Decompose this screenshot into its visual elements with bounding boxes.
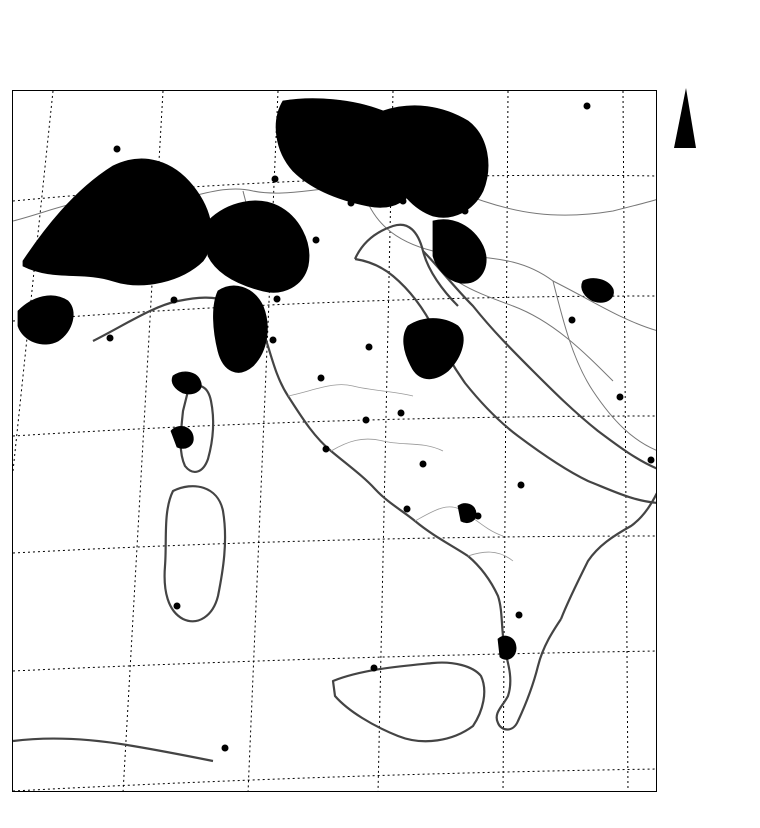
station-dot: [518, 482, 525, 489]
station-dot: [404, 506, 411, 513]
station-dot: [475, 513, 482, 520]
station-dot: [584, 103, 591, 110]
station-dot: [366, 344, 373, 351]
station-dot: [363, 417, 370, 424]
station-dot: [114, 146, 121, 153]
station-dot: [108, 219, 115, 226]
station-dot: [462, 208, 469, 215]
station-dot: [171, 297, 178, 304]
station-dot: [617, 394, 624, 401]
station-dot: [648, 457, 655, 464]
color-legend: [674, 88, 756, 748]
station-dot: [270, 337, 277, 344]
coastlines: [13, 225, 657, 761]
station-dot: [371, 665, 378, 672]
station-dot: [183, 236, 190, 243]
legend-arrow-tip: [674, 88, 696, 148]
station-dot: [274, 296, 281, 303]
precipitation-map: [12, 90, 657, 792]
station-dot: [174, 603, 181, 610]
precipitation-field: [18, 99, 613, 660]
legend-colorbar: [674, 88, 714, 748]
station-dot: [516, 612, 523, 619]
station-dot: [313, 237, 320, 244]
station-dot: [398, 410, 405, 417]
map-canvas: [13, 91, 657, 792]
station-dot: [272, 176, 279, 183]
station-dot: [264, 203, 271, 210]
station-dot: [120, 258, 127, 265]
station-dot: [569, 317, 576, 324]
station-dot: [222, 745, 229, 752]
station-dot: [107, 335, 114, 342]
station-dot: [318, 375, 325, 382]
station-dot: [323, 446, 330, 453]
station-dot: [420, 461, 427, 468]
station-dot: [400, 198, 407, 205]
station-dot: [348, 200, 355, 207]
